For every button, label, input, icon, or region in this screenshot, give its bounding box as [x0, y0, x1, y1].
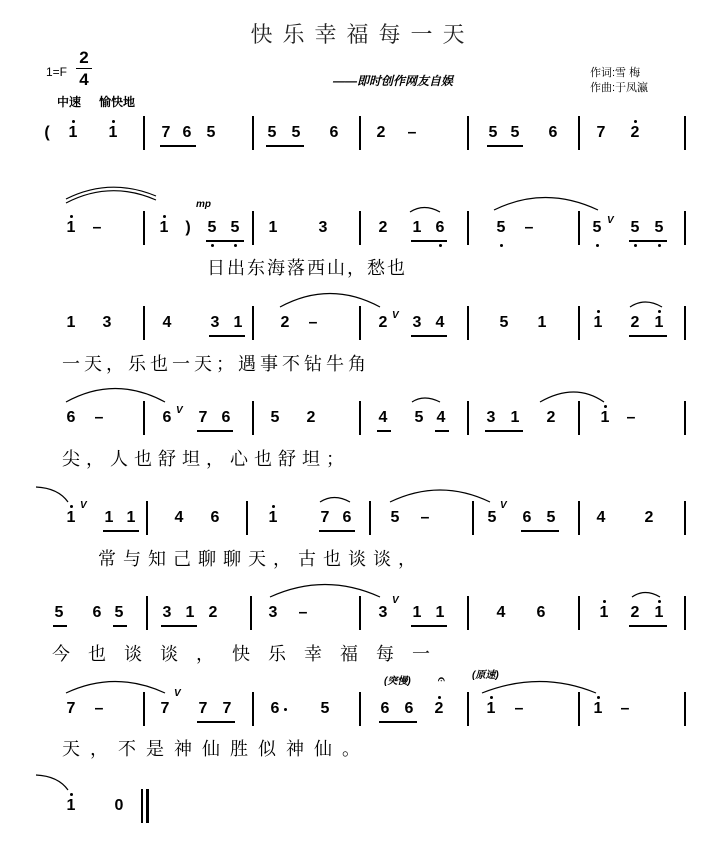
note: 1 — [68, 124, 78, 141]
note: 7 — [198, 409, 208, 426]
composer: 作曲:于凤瀛 — [590, 82, 649, 94]
breath-mark: V — [392, 310, 399, 321]
breath-mark: V — [176, 405, 183, 416]
barline — [467, 401, 469, 435]
barline — [359, 692, 361, 726]
note: 6 — [162, 409, 172, 426]
barline — [578, 211, 580, 245]
barline — [472, 501, 474, 535]
barline — [146, 501, 148, 535]
time-signature-bottom: 4 — [79, 70, 89, 89]
time-signature — [76, 48, 92, 89]
song-title: 快乐幸福每一天 — [250, 23, 475, 48]
barline — [578, 501, 580, 535]
note: 1 — [108, 124, 118, 141]
note: 5 — [291, 124, 301, 141]
barline — [369, 501, 371, 535]
tempo-expression: 愉快地 — [99, 95, 136, 109]
system-1 — [0, 110, 725, 170]
barline — [684, 211, 686, 245]
note: 2 — [306, 409, 316, 426]
note: 2 — [376, 124, 386, 141]
note: 1 — [412, 219, 422, 236]
system-8 — [0, 783, 725, 843]
note: 7 — [161, 124, 171, 141]
barline — [143, 306, 145, 340]
note: 4 — [162, 314, 172, 331]
barline — [359, 401, 361, 435]
barline — [684, 692, 686, 726]
note: 6 — [380, 700, 390, 717]
note: 1 — [66, 797, 76, 814]
note: 2 — [644, 509, 654, 526]
note: 7 — [320, 509, 330, 526]
note: 5 — [654, 219, 664, 236]
note: 4 — [378, 409, 388, 426]
note: – — [94, 700, 104, 717]
note: 5 — [320, 700, 330, 717]
breath-mark: V — [392, 595, 399, 606]
lyric-line-5: 今也谈谈，快乐幸福每一 — [52, 644, 448, 665]
credits — [590, 66, 648, 96]
note: 2 — [630, 124, 640, 141]
barline — [252, 692, 254, 726]
barline — [578, 596, 580, 630]
note: 2 — [546, 409, 556, 426]
note: 3 — [378, 604, 388, 621]
note: – — [92, 219, 102, 236]
note: 6 — [329, 124, 339, 141]
note: 5 — [390, 509, 400, 526]
note: 1 — [66, 314, 76, 331]
note: 3 — [318, 219, 328, 236]
note: 5 — [54, 604, 64, 621]
note: 2 — [630, 604, 640, 621]
note: 5 — [487, 509, 497, 526]
note: – — [94, 409, 104, 426]
note: 1 — [159, 219, 169, 236]
note: 5 — [592, 219, 602, 236]
note: 6 — [522, 509, 532, 526]
fermata-mark: 𝄐 — [438, 672, 445, 686]
note: 1 — [268, 509, 278, 526]
note: 2 — [378, 314, 388, 331]
note: 3 — [268, 604, 278, 621]
note: 1 — [104, 509, 114, 526]
barline — [246, 501, 248, 535]
note: 6 — [221, 409, 231, 426]
barline — [359, 116, 361, 150]
note: 1 — [654, 314, 664, 331]
lyric-line-4: 常与知己聊聊天，古也谈谈， — [98, 549, 423, 570]
note: 1 — [66, 509, 76, 526]
note: 1 — [599, 604, 609, 621]
barline — [467, 211, 469, 245]
note: 6 — [92, 604, 102, 621]
note: 0 — [114, 797, 124, 814]
note: 2 — [630, 314, 640, 331]
note: 7 — [198, 700, 208, 717]
note: 4 — [174, 509, 184, 526]
note: 5 — [499, 314, 509, 331]
note: 3 — [162, 604, 172, 621]
note: 1 — [233, 314, 243, 331]
note: 4 — [496, 604, 506, 621]
key-signature: 1=F — [46, 65, 68, 79]
note: 2 — [378, 219, 388, 236]
note: 5 — [267, 124, 277, 141]
note: 6 — [404, 700, 414, 717]
barline — [578, 306, 580, 340]
note: 5 — [230, 219, 240, 236]
note: 6 — [435, 219, 445, 236]
breath-mark: V — [174, 688, 181, 699]
barline — [578, 116, 580, 150]
barline — [143, 116, 145, 150]
barline — [578, 692, 580, 726]
barline — [467, 692, 469, 726]
note: 6 — [270, 700, 280, 717]
lyric-line-3: 尖，人也舒坦，心也舒坦； — [62, 449, 350, 470]
barline — [684, 306, 686, 340]
note: 6 — [66, 409, 76, 426]
note: 5 — [546, 509, 556, 526]
a-tempo-mark: (原速) — [472, 670, 499, 681]
note: 2 — [434, 700, 444, 717]
note: 7 — [160, 700, 170, 717]
note: 3 — [412, 314, 422, 331]
note: 1 — [66, 219, 76, 236]
slur — [66, 191, 156, 203]
note: 6 — [210, 509, 220, 526]
note: 5 — [414, 409, 424, 426]
barline — [684, 116, 686, 150]
note: 1 — [593, 700, 603, 717]
note: – — [308, 314, 318, 331]
note: 1 — [268, 219, 278, 236]
barline — [252, 306, 254, 340]
note: 5 — [496, 219, 506, 236]
breath-mark: V — [607, 215, 614, 226]
note: 2 — [280, 314, 290, 331]
note: 5 — [207, 219, 217, 236]
note: 5 — [270, 409, 280, 426]
note: – — [407, 124, 417, 141]
note: 4 — [435, 314, 445, 331]
barline — [359, 211, 361, 245]
barline — [250, 596, 252, 630]
note: – — [420, 509, 430, 526]
note: – — [298, 604, 308, 621]
subtitle: ——即时创作网友自娱 — [333, 74, 454, 88]
note: 5 — [206, 124, 216, 141]
barline — [467, 116, 469, 150]
dynamic-mp: mp — [196, 199, 211, 210]
note: 6 — [548, 124, 558, 141]
breath-mark: V — [500, 500, 507, 511]
barline — [143, 692, 145, 726]
note: 2 — [208, 604, 218, 621]
barline — [359, 306, 361, 340]
barline — [146, 596, 148, 630]
note: 1 — [537, 314, 547, 331]
note: 1 — [654, 604, 664, 621]
note: ) — [185, 219, 191, 236]
barline — [359, 596, 361, 630]
note: 1 — [185, 604, 195, 621]
barline — [252, 401, 254, 435]
lyric-line-2: 一天，乐也一天；遇事不钻牛角 — [62, 354, 370, 375]
lyric-line-1: 日出东海落西山，愁也 — [207, 258, 407, 279]
note: 1 — [126, 509, 136, 526]
tempo-speed: 中速 — [57, 95, 82, 109]
note: 5 — [114, 604, 124, 621]
note: 5 — [488, 124, 498, 141]
note: ( — [44, 124, 50, 141]
barline — [684, 501, 686, 535]
note: 7 — [66, 700, 76, 717]
barline — [684, 401, 686, 435]
note: 1 — [412, 604, 422, 621]
barline — [578, 401, 580, 435]
note: 1 — [600, 409, 610, 426]
note: 6 — [182, 124, 192, 141]
note: 7 — [222, 700, 232, 717]
time-signature-top: 2 — [79, 48, 89, 67]
note: 3 — [486, 409, 496, 426]
barline — [684, 596, 686, 630]
barline — [141, 789, 143, 823]
note: 1 — [435, 604, 445, 621]
tempo-marking — [57, 93, 153, 110]
note: – — [524, 219, 534, 236]
final-barline — [146, 789, 149, 823]
note: – — [620, 700, 630, 717]
note: 7 — [596, 124, 606, 141]
lyric-line-6: 天，不是神仙胜似神仙。 — [62, 739, 370, 760]
note: – — [626, 409, 636, 426]
barline — [467, 596, 469, 630]
note: 4 — [436, 409, 446, 426]
barline — [143, 401, 145, 435]
note: 1 — [510, 409, 520, 426]
barline — [252, 116, 254, 150]
barline — [467, 306, 469, 340]
ritardando-mark: (突慢) — [384, 676, 411, 687]
note: – — [514, 700, 524, 717]
note: 1 — [593, 314, 603, 331]
note: 6 — [342, 509, 352, 526]
note: 3 — [210, 314, 220, 331]
barline — [143, 211, 145, 245]
breath-mark: V — [80, 500, 87, 511]
note: 6 — [536, 604, 546, 621]
note: 5 — [630, 219, 640, 236]
note: 1 — [486, 700, 496, 717]
barline — [252, 211, 254, 245]
note: 4 — [596, 509, 606, 526]
lyricist: 作词:雪 梅 — [590, 67, 641, 79]
note: 5 — [510, 124, 520, 141]
slur — [66, 187, 156, 199]
note: 3 — [102, 314, 112, 331]
